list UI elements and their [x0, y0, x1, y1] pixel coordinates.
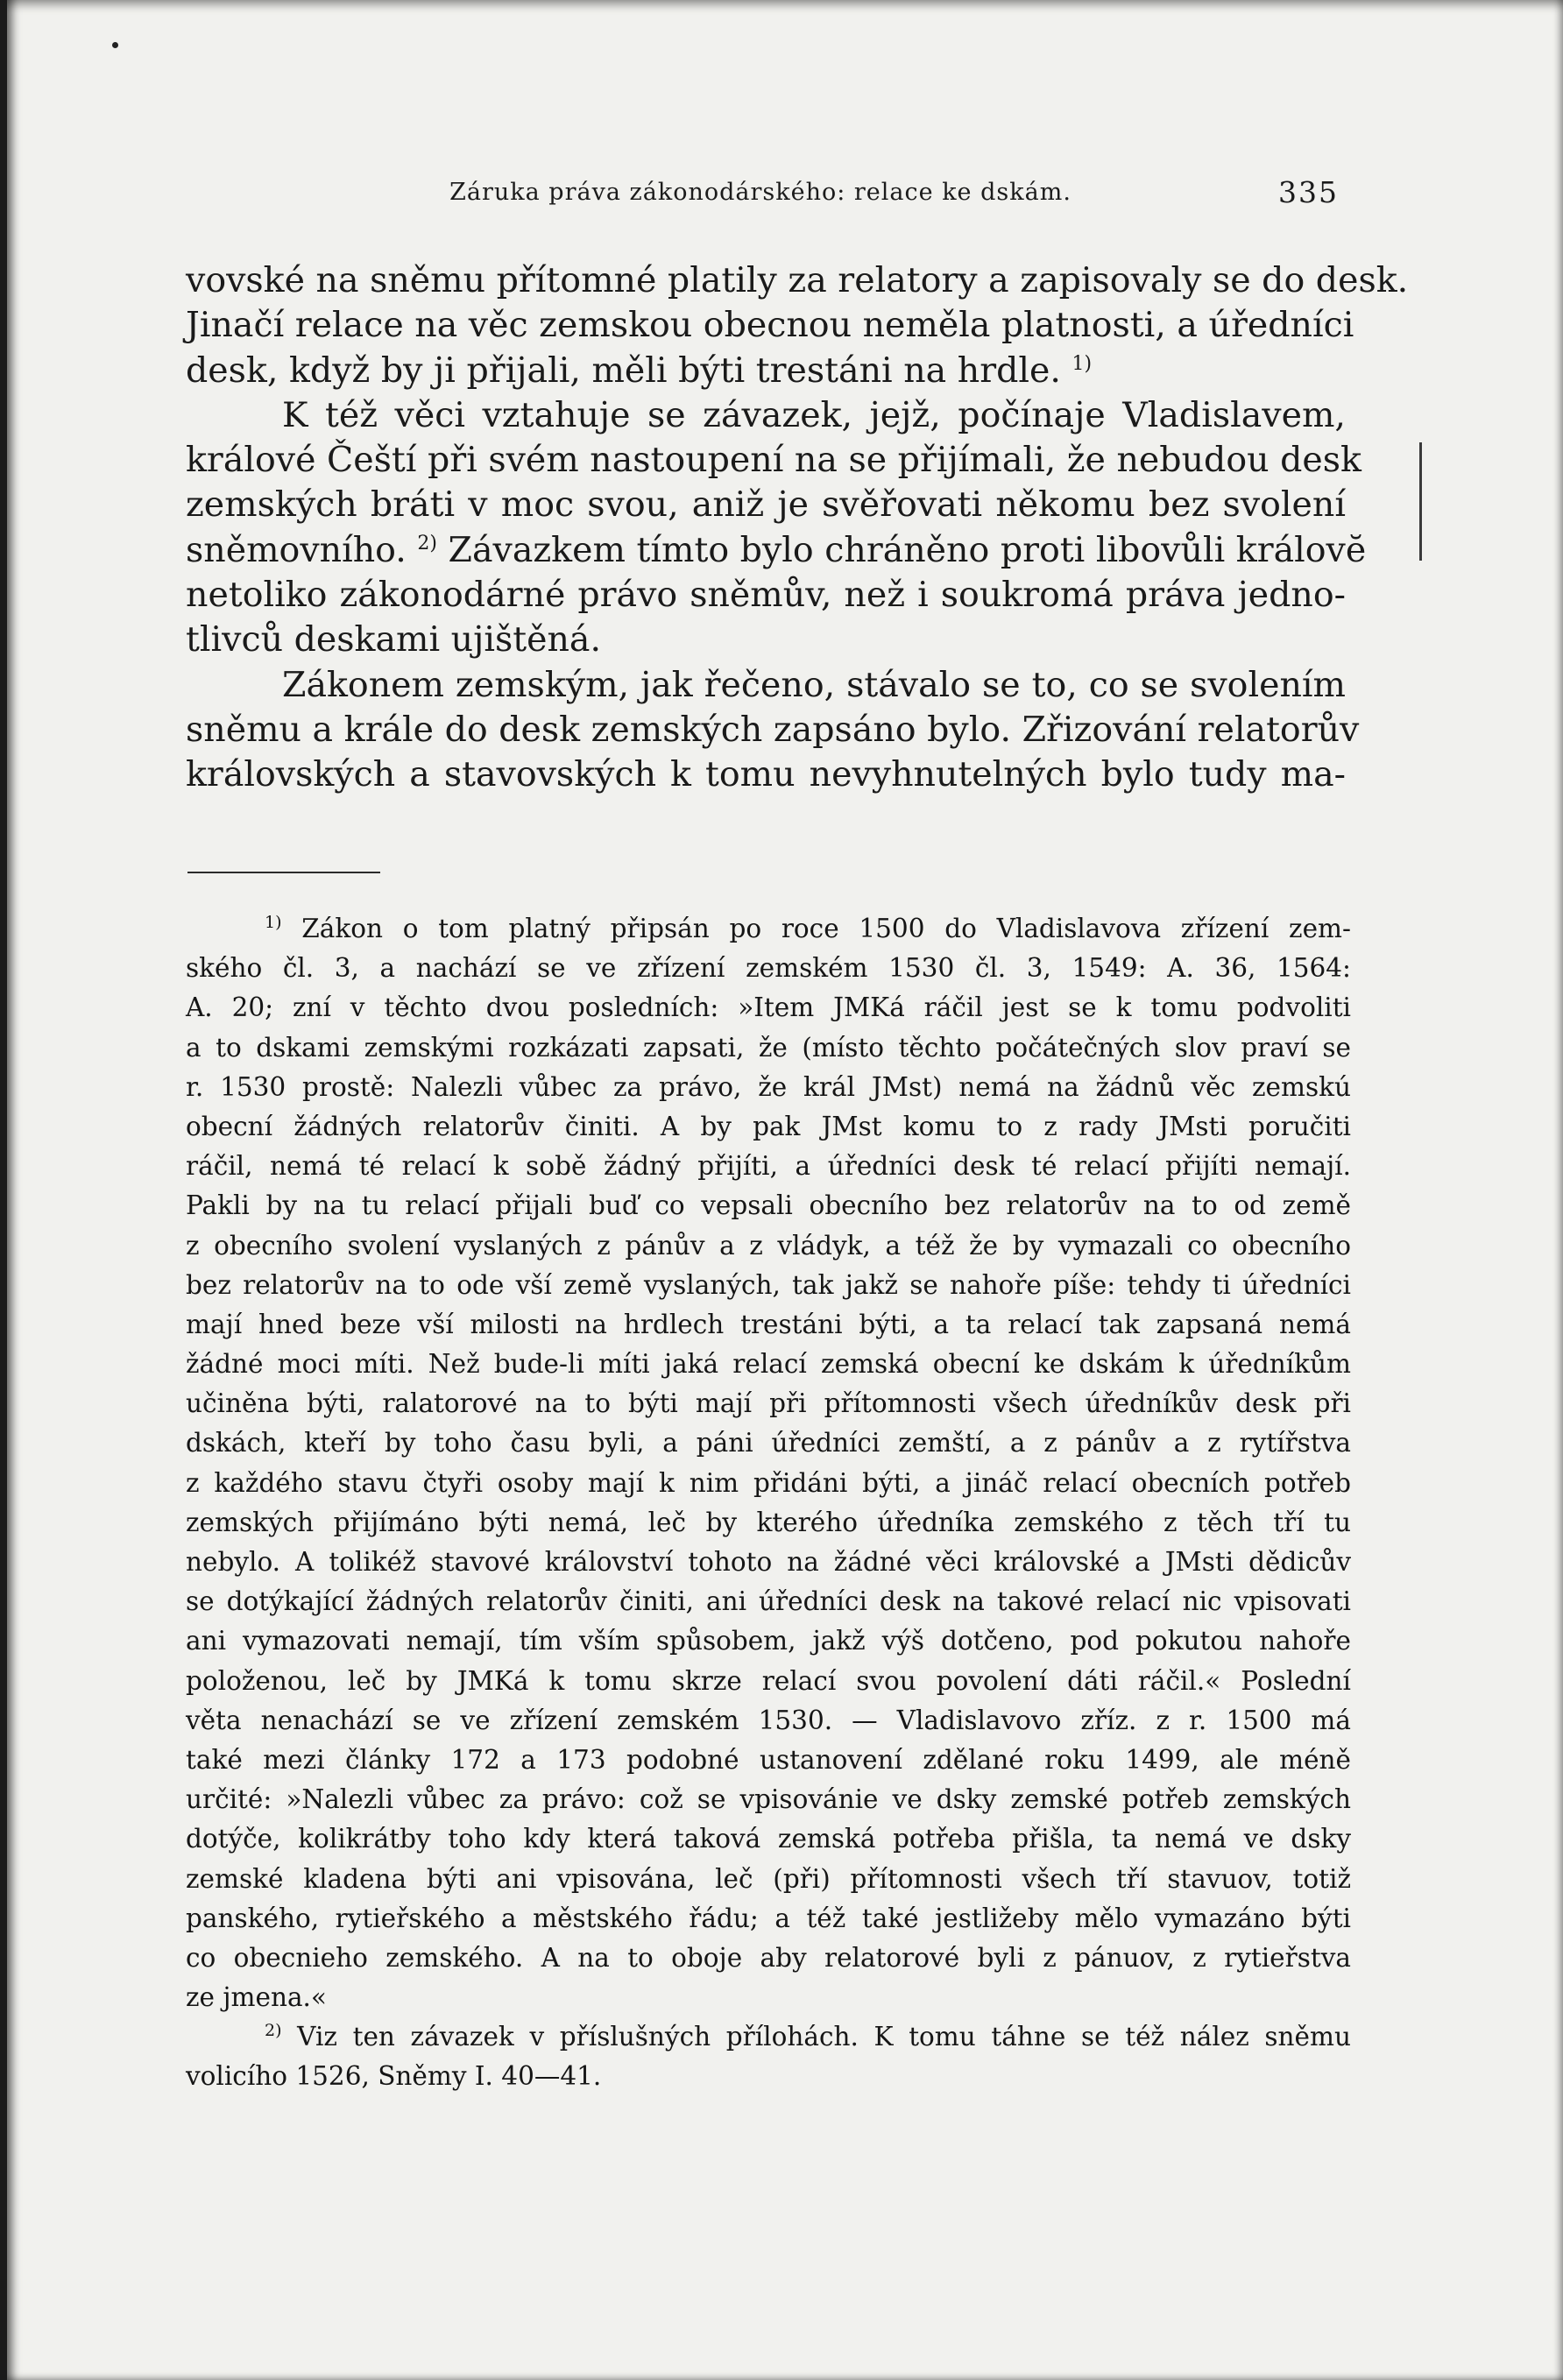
footnote-reference: 2): [417, 532, 437, 554]
footnote-1-line: z obecního svolení vyslaných z pánův a z vládyk, a též že by vymazali co obecního: [186, 1230, 1351, 1261]
footnote-1-line: nebylo. A tolikéž stavové království tohoto na žádné věci královské a JMsti dědicův: [186, 1547, 1351, 1577]
footnote-1-line: ského čl. 3, a nachází se ve zřízení zemském 1530 čl. 3, 1549: A. 36, 1564:: [186, 953, 1351, 984]
line-text: sněmu a krále do desk zemských zapsáno bylo. Zřizování relatorův: [186, 709, 1360, 750]
footnote-2-line: $^{2)}$ Viz ten závazek v příslušných přílohách. K tomu táhne se též nález sněmu: [265, 2021, 1351, 2052]
text-line: [186, 258, 1409, 303]
footnote-divider: [187, 872, 380, 873]
text-line: [186, 438, 1361, 483]
footnote-1-line: položenou, leč by JMKá k tomu skrze relací svou povolení dáti ráčil.« Poslední: [186, 1665, 1351, 1696]
running-head: [182, 175, 1339, 214]
text-line: [186, 528, 1367, 573]
footnote-1-line: věta nenachází se ve zřízení zemském 1530. — Vladislavovo zříz. z r. 1500 má: [186, 1705, 1351, 1735]
line-text: K též věci vztahuje se závazek, jejž, počínaje Vladislavem,: [282, 394, 1346, 435]
text-line: [186, 618, 1346, 662]
footnote-1-line: také mezi články 172 a 173 podobné ustanovení zdělané roku 1499, ale méně: [186, 1744, 1351, 1775]
footnote-1-line: učiněna býti, ralatorové na to býti mají při přítomnosti všech úředníkův desk při: [186, 1388, 1351, 1419]
footnote-1-line: dotýče, kolikrátby toho kdy která taková zemská potřeba přišla, ta nemá ve dsky: [186, 1824, 1351, 1854]
text-line: [186, 303, 1354, 348]
footnote-1-line: $^{1)}$ Zákon o tom platný připsán po roce 1500 do Vladislavova zřízení zem-: [265, 913, 1351, 943]
footnotes: [186, 909, 1351, 2097]
line-text: netoliko zákonodárné právo sněmův, než i soukromá práva jedno-: [186, 575, 1346, 616]
footnote-mark: 1): [265, 913, 282, 933]
footnote-1-line: ráčil, nemá té relací k sobě žádný přijíti, a úředníci desk té relací přijíti nemají.: [186, 1151, 1351, 1182]
text-line: [186, 349, 1346, 393]
text-line: [186, 483, 1346, 527]
line-text: tlivců deskami ujištěná.: [186, 619, 602, 660]
line-text: vovské na sněmu přítomné platily za relatory a zapisovaly se do desk.: [186, 260, 1409, 300]
text-line: [186, 573, 1346, 618]
footnote-1-line: a to dskami zemskými rozkázati zapsati, že (místo těchto počátečných slov praví se: [186, 1032, 1351, 1063]
line-text: zemských bráti v moc svou, aniž je svěřovati někomu bez svolení: [186, 484, 1346, 526]
running-title: Záruka práva zákonodárského: relace ke dskám.: [449, 179, 1071, 206]
footnote-1-line: ze jmena.«: [186, 1982, 327, 2013]
footnote-1-line: ani vymazovati nemají, tím vším spůsobem, jakž výš dotčeno, pod pokutou nahoře: [186, 1626, 1351, 1656]
footnote-1-line: se dotýkající žádných relatorův činiti, ani úředníci desk na takové relací nic vpisovati: [186, 1586, 1351, 1617]
text-line: [186, 663, 1346, 708]
scan-speck: [112, 42, 118, 48]
book-page: [7, 0, 1563, 2380]
line-text: Jinačí relace na věc zemskou obecnou neměla platnosti, a úředníci: [186, 305, 1354, 346]
line-text: sněmovního.: [186, 529, 407, 570]
footnote-1-line: mají hned beze vší milosti na hrdlech trestáni býti, a ta relací tak zapsaná nemá: [186, 1309, 1351, 1339]
footnote-1-line: bez relatorův na to ode vší země vyslaných, tak jakž se nahoře píše: tehdy ti úředníci: [186, 1269, 1351, 1300]
footnote-1-line: panského, rytieřského a městského řádu; a též také jestližeby mělo vymazáno býti: [186, 1903, 1351, 1933]
footnote-reference: 1): [1071, 352, 1093, 375]
footnote-1-line: určité: »Nalezli vůbec za právo: což se vpisovánie ve dsky zemské potřeb zemských: [186, 1784, 1351, 1815]
footnote-1-line: žádné moci míti. Než bude-li míti jaká relací zemská obecní ke dskám k úředníkům: [186, 1349, 1351, 1380]
footnote-1-line: Pakli by na tu relací přijali buď co vepsali obecního bez relatorův na to od země: [186, 1190, 1351, 1221]
footnote-1-line: dskách, kteří by toho času byli, a páni úředníci zemští, a z pánův a z rytířstva: [186, 1428, 1351, 1458]
footnote-1-line: r. 1530 prostě: Nalezli vůbec za právo, že král JMst) nemá na žádnů věc zemskú: [186, 1071, 1351, 1102]
main-text: [186, 258, 1409, 798]
footnote-1-line: zemských přijímáno býti nemá, leč by kterého úředníka zemského z těch tří tu: [186, 1507, 1351, 1537]
footnote-1-line: co obecnieho zemského. A na to oboje aby relatorové byli z pánuov, z rytieřstva: [186, 1942, 1351, 1973]
footnote-1-line: zemské kladena býti ani vpisována, leč (při) přítomnosti všech tří stavuov, totiž: [186, 1863, 1351, 1894]
line-text: králové Čeští při svém nastoupení na se přijímali, že nebudou desk: [186, 440, 1361, 481]
footnote-2-line: volicího 1526, Sněmy I. 40—41.: [186, 2061, 602, 2092]
page-number: 335: [1278, 175, 1339, 209]
line-text: královských a stavovských k tomu nevyhnutelných bylo tudy ma-: [186, 754, 1346, 795]
line-text: Zákonem zemským, jak řečeno, stávalo se to, co se svolením: [282, 664, 1346, 705]
margin-pencil-mark: [1419, 442, 1422, 561]
text-line: [186, 708, 1360, 752]
footnote-1-line: z každého stavu čtyři osoby mají k nim přidáni býti, a jináč relací obecních potřeb: [186, 1467, 1351, 1498]
line-text: desk, když by ji přijali, měli býti trestáni na hrdle.: [186, 350, 1061, 391]
text-line: [186, 393, 1346, 438]
footnote-mark: 2): [265, 2021, 282, 2041]
text-line: [186, 752, 1346, 797]
footnote-1-line: obecní žádných relatorův činiti. A by pak JMst komu to z rady JMsti poručiti: [186, 1111, 1351, 1141]
line-text: Závazkem tímto bylo chráněno proti libovůli královĕ: [448, 529, 1367, 570]
footnote-1-line: A. 20; zní v těchto dvou posledních: »Item JMKá ráčil jest se k tomu podvoliti: [186, 992, 1351, 1023]
